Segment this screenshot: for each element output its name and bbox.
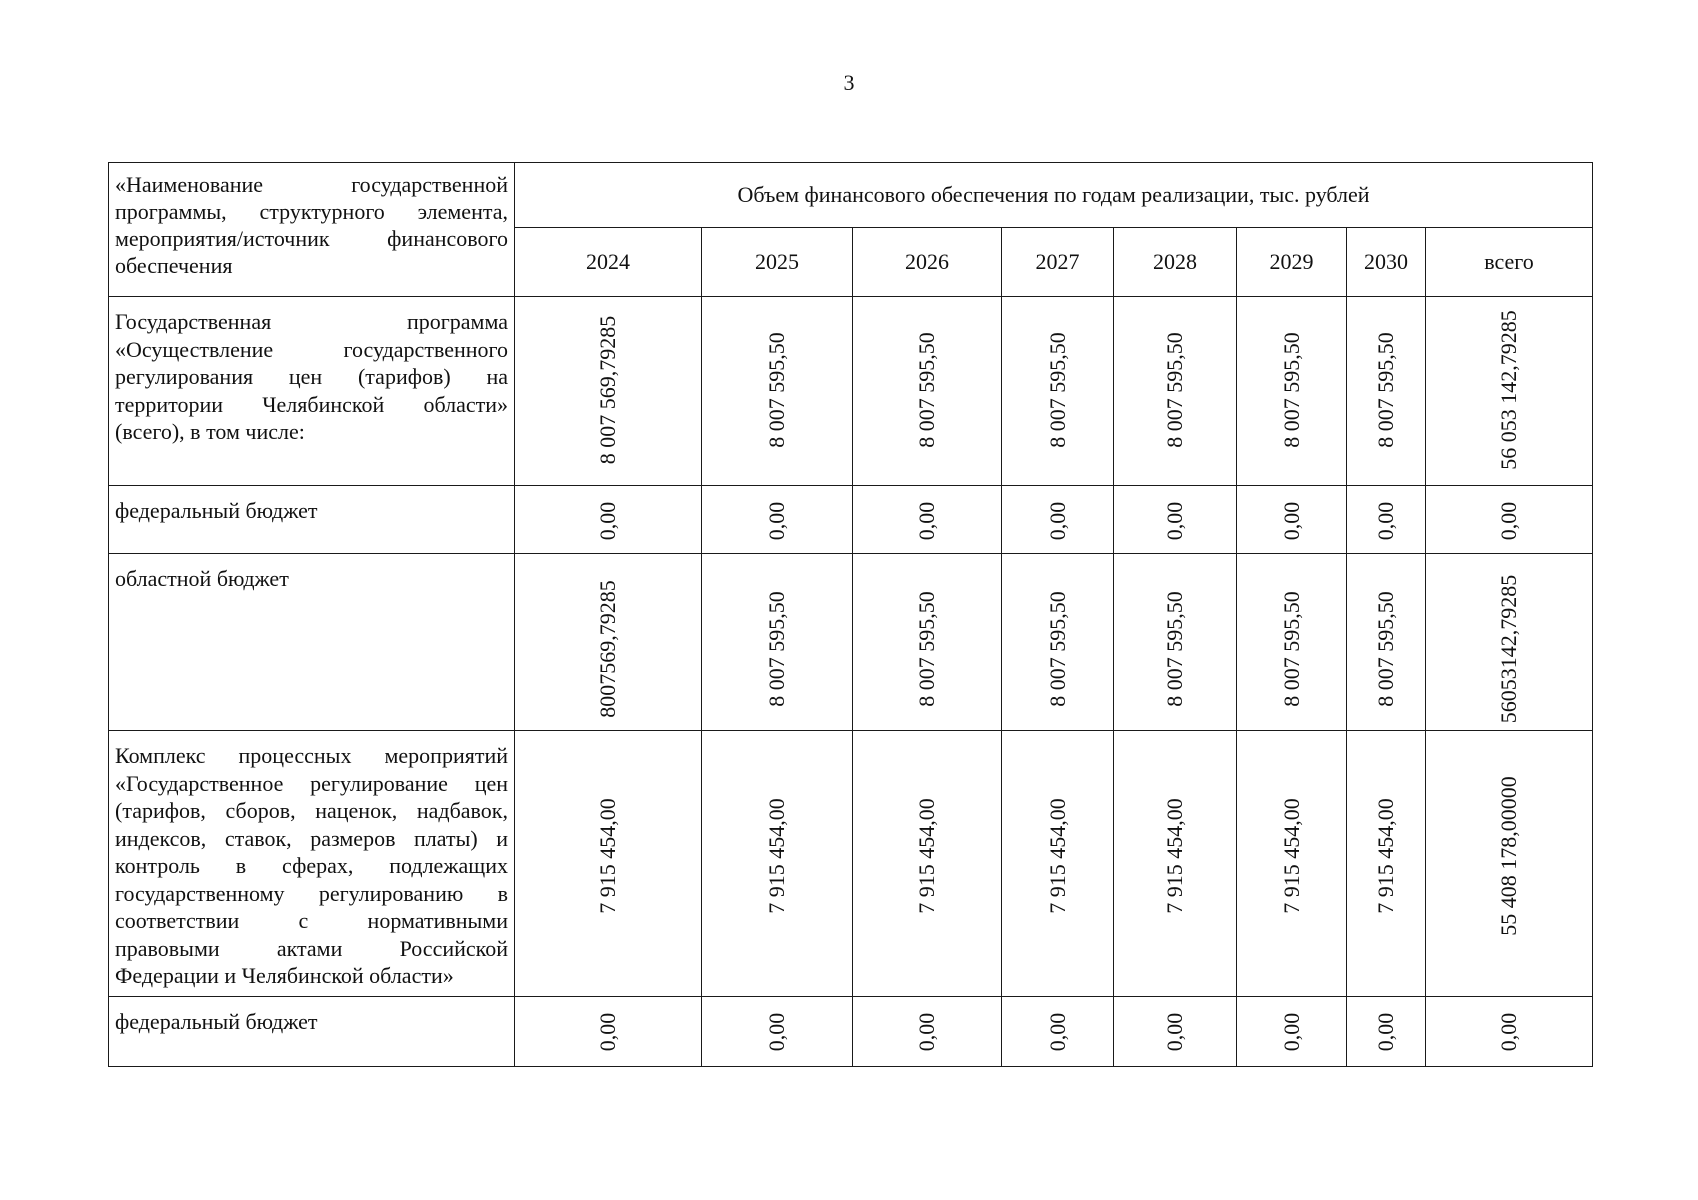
value-text: 0,00 [1044, 1012, 1070, 1052]
value-text: 0,00 [914, 1012, 939, 1052]
year-header: 2024 [515, 228, 702, 297]
value-cell [1237, 997, 1347, 1067]
value-text: 7 915 454,00 [1162, 798, 1187, 914]
value-text: 0,00 [1162, 1012, 1187, 1052]
value-text: 8 007 595,50 [1373, 332, 1398, 448]
value-cell [853, 486, 1002, 554]
row-name: Государственная программа «Осуществление государственного регулирования цен (тарифов) на территории Челябинской области» (всего), в том числе: [109, 297, 515, 486]
value-cell [853, 997, 1002, 1067]
total-text: 0,00 [1496, 501, 1521, 541]
name-column-header: «Наименование государственной программы, структурного элемента, мероприятия/источник финансового обеспечения [109, 163, 515, 297]
row-name: Комплекс процессных мероприятий «Государственное регулирование цен (тарифов, сборов, наценок, надбавок, индексов, ставок, размеров платы) и контроль в сферах, подлежащих государственному регулированию в соответствии с нормативными правовыми актами Российской Федерации и Челябинской области» [109, 731, 515, 997]
total-text: 56 053 142,79285 [1496, 310, 1521, 470]
value-cell [1347, 297, 1426, 486]
page-number: 3 [843, 70, 855, 95]
value-text: 8 007 569,79285 [595, 315, 620, 465]
value-cell [1237, 554, 1347, 731]
value-text: 8 007 595,50 [1278, 332, 1304, 448]
value-cell [515, 297, 702, 486]
value-cell [702, 297, 853, 486]
year-header: 2027 [1002, 228, 1114, 297]
value-text: 8 007 595,50 [1373, 591, 1398, 707]
value-text: 0,00 [1278, 1012, 1304, 1052]
value-cell [702, 997, 853, 1067]
value-text: 7 915 454,00 [595, 798, 620, 914]
total-text: 55 408 178,00000 [1496, 776, 1521, 936]
value-text: 0,00 [1373, 501, 1398, 541]
value-cell [702, 486, 853, 554]
value-cell [1002, 297, 1114, 486]
value-text: 8 007 595,50 [1044, 332, 1070, 448]
value-text: 8 007 595,50 [1044, 591, 1070, 707]
value-text: 8007569,79285 [595, 580, 620, 718]
total-text: 56053142,79285 [1496, 574, 1521, 724]
value-cell [853, 731, 1002, 997]
value-text: 8 007 595,50 [1278, 591, 1304, 707]
value-text: 0,00 [914, 501, 939, 541]
value-text: 7 915 454,00 [914, 798, 939, 914]
total-cell [1426, 731, 1593, 997]
value-cell [1002, 554, 1114, 731]
value-text: 8 007 595,50 [764, 332, 789, 448]
table-row [109, 486, 1593, 554]
value-text: 0,00 [595, 501, 620, 541]
value-text: 7 915 454,00 [764, 798, 789, 914]
year-header: 2025 [702, 228, 853, 297]
value-text: 8 007 595,50 [914, 591, 939, 707]
value-text: 8 007 595,50 [764, 591, 789, 707]
value-cell [853, 297, 1002, 486]
year-header: 2028 [1114, 228, 1237, 297]
value-cell [515, 486, 702, 554]
value-cell [702, 731, 853, 997]
value-cell [1114, 731, 1237, 997]
value-cell [515, 997, 702, 1067]
value-cell [1347, 486, 1426, 554]
year-header: 2029 [1237, 228, 1347, 297]
table-row [109, 997, 1593, 1067]
value-text: 0,00 [1278, 501, 1304, 541]
table-row [109, 297, 1593, 486]
value-cell [1002, 997, 1114, 1067]
value-text: 7 915 454,00 [1044, 798, 1070, 914]
value-cell [1237, 731, 1347, 997]
value-cell [1347, 997, 1426, 1067]
volume-header: Объем финансового обеспечения по годам реализации, тыс. рублей [515, 163, 1593, 228]
value-cell [1237, 297, 1347, 486]
value-cell [1002, 731, 1114, 997]
value-text: 8 007 595,50 [1162, 332, 1187, 448]
value-text: 0,00 [764, 1012, 789, 1052]
value-text: 8 007 595,50 [1162, 591, 1187, 707]
value-text: 7 915 454,00 [1278, 798, 1304, 914]
total-cell [1426, 554, 1593, 731]
total-text: 0,00 [1496, 1012, 1521, 1052]
value-text: 0,00 [595, 1012, 620, 1052]
total-cell [1426, 997, 1593, 1067]
total-cell [1426, 297, 1593, 486]
value-text: 0,00 [1162, 501, 1187, 541]
year-header: 2030 [1347, 228, 1426, 297]
value-cell [702, 554, 853, 731]
value-cell [1347, 731, 1426, 997]
financing-table [108, 162, 1593, 1067]
value-cell [515, 731, 702, 997]
value-text: 7 915 454,00 [1373, 798, 1398, 914]
value-cell [1237, 486, 1347, 554]
table-row [109, 731, 1593, 997]
value-cell [515, 554, 702, 731]
value-text: 0,00 [764, 501, 789, 541]
value-text: 8 007 595,50 [914, 332, 939, 448]
row-name: федеральный бюджет [109, 486, 515, 554]
value-text: 0,00 [1044, 501, 1070, 541]
value-cell [1114, 297, 1237, 486]
value-text: 0,00 [1373, 1012, 1398, 1052]
row-name: областной бюджет [109, 554, 515, 731]
table-row [109, 554, 1593, 731]
value-cell [1114, 554, 1237, 731]
value-cell [1347, 554, 1426, 731]
value-cell [1002, 486, 1114, 554]
year-header: 2026 [853, 228, 1002, 297]
total-header: всего [1426, 228, 1593, 297]
total-cell [1426, 486, 1593, 554]
row-name: федеральный бюджет [109, 997, 515, 1067]
value-cell [853, 554, 1002, 731]
value-cell [1114, 997, 1237, 1067]
value-cell [1114, 486, 1237, 554]
